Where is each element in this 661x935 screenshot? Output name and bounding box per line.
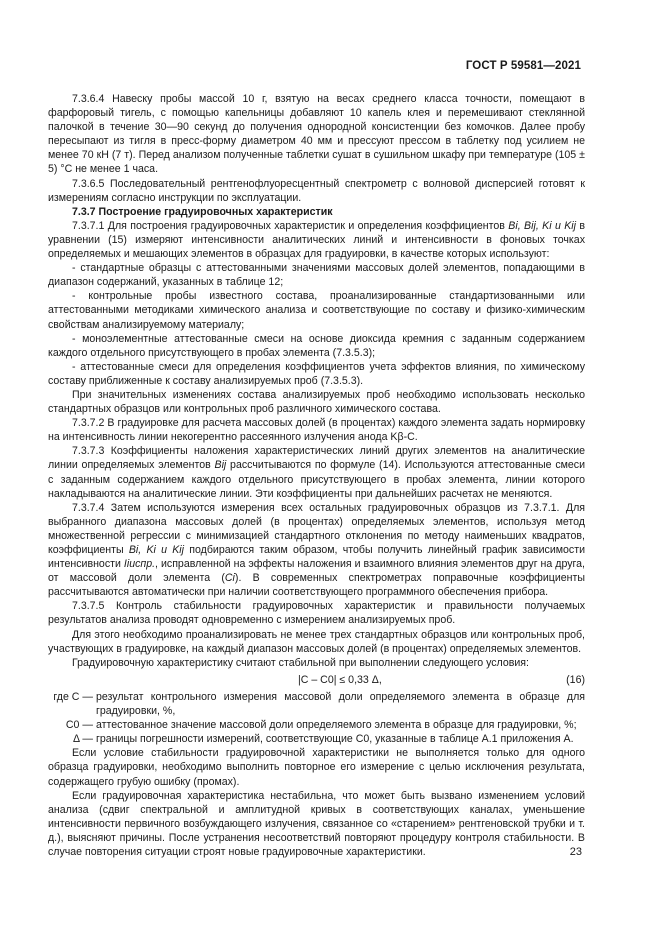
definition-text: границы погрешности измерений, соответствующие C0, указанные в таблице А.1 приложения А.	[96, 733, 574, 746]
formula-number: (16)	[566, 673, 585, 686]
list-item: - контрольные пробы известного состава, проанализированные стандартизованными или аттестованными методиками химического анализа и соответствующие по составу и физико-химическим свойствам анализируемому материалу;	[48, 290, 585, 331]
definition-text: аттестованное значение массовой доли определяемого элемента в образце для градуировки, %;	[96, 719, 577, 732]
list-item: - моноэлементные аттестованные смеси на основе диоксида кремния с заданным содержанием каждого отдельного присутствующего в пробах элемента (7.3.5.3);	[48, 332, 585, 359]
paragraph-7-3-7-1: 7.3.7.1 Для построения градуировочных характеристик и определения коэффициентов Bi, Bij, Ki и Kij в уравнении (15) измеряют интенсивности аналитических линий и интенсивности в фоновых точках определяемых и мешающих элементов в образцах для градуировки, в качестве которых используют:	[48, 219, 585, 261]
definition-symbol: где C —	[53, 690, 93, 703]
formula-16	[48, 673, 585, 687]
definition-row	[48, 718, 585, 732]
formula-definitions	[48, 690, 585, 746]
paragraph-stability-condition: Градуировочную характеристику считают стабильной при выполнении следующего условия:	[72, 656, 529, 669]
definition-text: результат контрольного измерения массовой доли определяемого элемента в образце для градуировки, %,	[96, 690, 585, 718]
paragraph-7-3-6-4: 7.3.6.4 Навеску пробы массой 10 г, взятую на весах среднего класса точности, помещают в фарфоровый тигель, с помощью капельницы добавляют 10 капель клея и перемешивают стеклянной палочкой в течение 30—90 секунд до получения однородной консистенции без комочков. Далее пробу пересыпают из тигля в пресс-форму диаметром 40 мм и прессуют прессом в таблетку под усилием не менее 70 кН (7 т). Перед анализом полученные таблетки сушат в сушильном шкафу при температуре (105 ± 5) °С не менее 1 часа.	[48, 93, 585, 176]
symbol-bij: Bij	[214, 459, 227, 472]
paragraph-7-3-7-3: 7.3.7.3 Коэффициенты наложения характеристических линий других элементов на аналитические линии определяемых элементов Bij рассчитываются по формуле (14). Используются аттестованные смеси с заданным содержанием каждого отдельного присутствующего в пробах элемента, линии которого накладываются на аналитические линии. Эти коэффициенты при дальнейших расчетах не меняются.	[48, 445, 586, 500]
paragraph-verification: Для этого необходимо проанализировать не менее трех стандартных образцов или контрольных проб, участвующих в градуировке, на каждый диапазон массовых долей (в процентах) определяемых элементов.	[48, 628, 585, 655]
list-item: - стандартные образцы с аттестованными значениями массовых долей элементов, попадающими в диапазон содержаний, указанных в таблице 12;	[48, 262, 585, 289]
coefficient-list: Bi, Bij, Ki и Kij	[508, 219, 576, 232]
paragraph-repeat-measurement: Если условие стабильности градуировочной характеристики не выполняется только для одного образца градуировки, необходимо выполнить повторное его измерение с целью исключения результата, содержащего грубую ошибку (промах).	[48, 747, 585, 788]
symbol-ci: Ci	[224, 572, 235, 585]
paragraph-composition-change: При значительных изменениях состава анализируемых проб необходимо использовать несколько стандартных образцов или контрольных проб различного химического состава.	[48, 388, 585, 416]
paragraph-unstable-calibration: Если градуировочная характеристика нестабильна, что может быть вызвано изменением условий анализа (сдвиг спектральной и амплитудной кривых в соответствующих каналах, уменьшение интенсивности первичного возбуждающего излучения, связанное со «старением» рентгеновской трубки и т. д.), выясняют причины. После устранения несоответствий повторяют процедуру контроля стабильности. В случае повторения ситуации строят новые градуировочные характеристики.	[48, 789, 585, 858]
definition-symbol: C0 —	[65, 719, 93, 732]
definition-symbol: Δ —	[72, 733, 93, 746]
document-code: ГОСТ Р 59581—2021	[465, 60, 581, 72]
page-number: 23	[569, 846, 582, 858]
definition-row	[48, 690, 585, 718]
paragraph-7-3-7-4: 7.3.7.4 Затем используются измерения всех остальных градуировочных образцов из 7.3.7.1. Для выбранного диапазона массовых долей (в процентах) определяемых элементов, используя метод множественной регрессии с минимизацией стандартного отклонения по методу наименьших квадратов, коэффициенты Bi, Ki и Kij подбираются таким образом, чтобы получить линейный график зависимости интенсивности Iiиспр., исправленной на эффекты наложения и взаимного влияния элементов друг на друга, от массовой доли элемента (Ci). В современных спектрометрах поправочные коэффициенты рассчитываются автоматически при наличии соответствующего программного обеспечения прибора.	[48, 501, 585, 599]
formula-expression: |C – C0| ≤ 0,33 Δ,	[298, 673, 382, 686]
paragraph-7-3-7-5: 7.3.7.5 Контроль стабильности градуировочных характеристик и правильности получаемых результатов анализа проводят одновременно с измерением анализируемых проб.	[48, 600, 585, 627]
definition-row	[48, 732, 585, 746]
coefficient-list: Bi, Ki и Kij	[128, 544, 185, 556]
symbol-intensity: Iiиспр.	[123, 558, 156, 571]
list-item: - аттестованные смеси для определения коэффициентов учета эффектов влияния, по химическому составу приближенные к составу анализируемых проб (7.3.5.3).	[48, 360, 585, 387]
page-content	[48, 92, 585, 859]
paragraph-7-3-6-5: 7.3.6.5 Последовательный рентгенофлуоресцентный спектрометр с волновой дисперсией готовят к измерениям согласно инструкции по эксплуатации.	[48, 177, 585, 204]
paragraph-7-3-7-2: 7.3.7.2 В градуировке для расчета массовых долей (в процентах) каждого элемента задать нормировку на интенсивность линии некогерентно рассеянного излучения анода Kβ-C.	[48, 417, 585, 444]
section-heading-7-3-7: 7.3.7 Построение градуировочных характеристик	[72, 205, 333, 218]
